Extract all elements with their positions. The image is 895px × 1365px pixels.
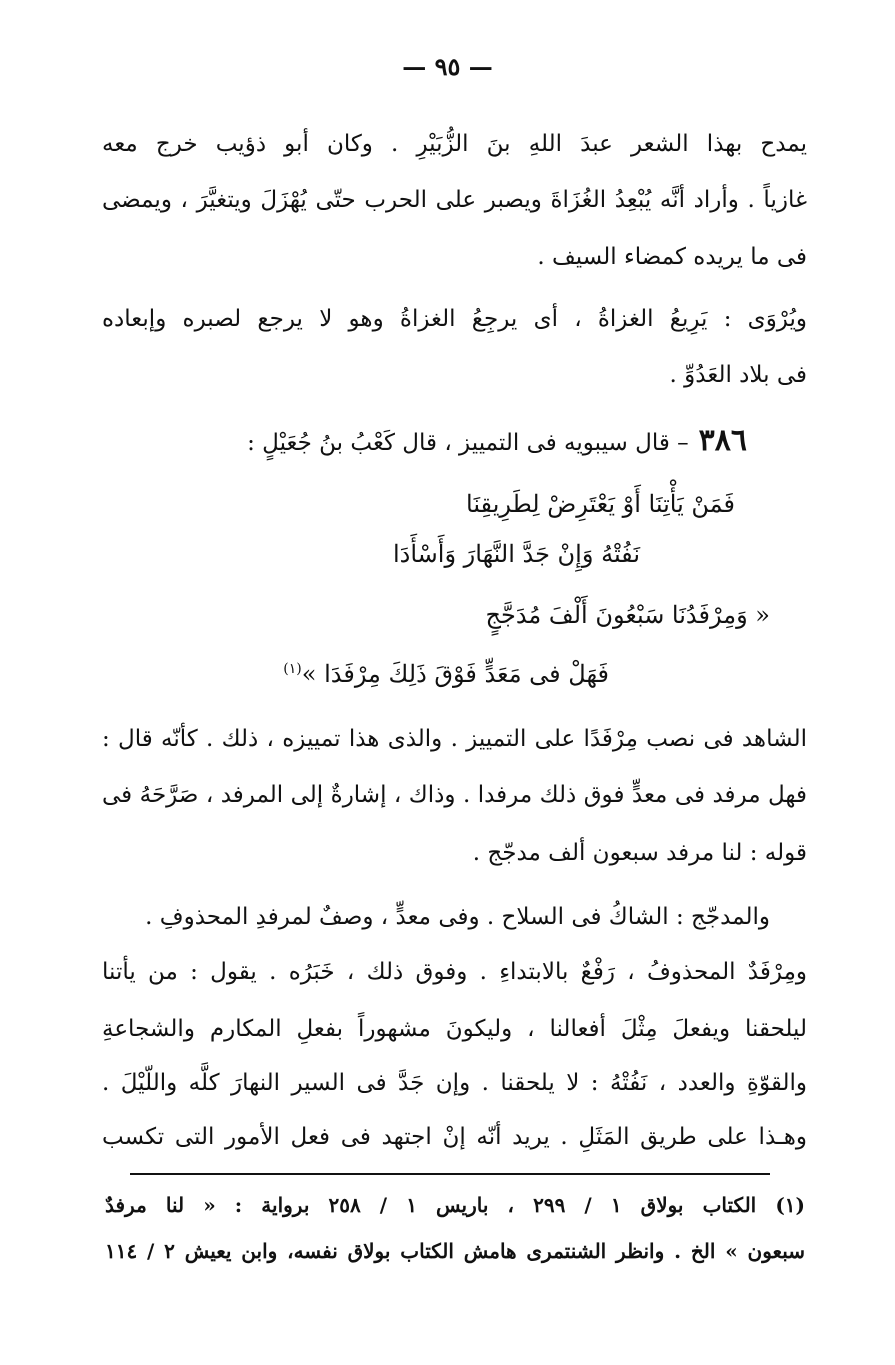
footnote-line1: (١) الكتاب بولاق ١ / ٢٩٩ ، باريس ١ / ٢٥٨ برواية : « لنا مرفدٌ — [105, 1193, 806, 1217]
paragraph3-line1: الشاهد فى نصب مِرْفَدًا على التمييز . والذى هذا تمييزه ، ذلك . كأنّه قال : — [102, 726, 807, 752]
verse-line4-text: فَهَلْ فى مَعَدٍّ فَوْقَ ذَلِكَ مِرْفَدَا » — [301, 660, 609, 688]
footnote-divider — [130, 1173, 770, 1175]
verse-line2: نَفُتْهُ وَإِنْ جَدَّ النَّهَارَ وَأَسْأَدَا — [393, 540, 640, 568]
paragraph1-line2: غازياً . وأراد أنَّه يُبْعِدُ الغُزَاةَ ويصبر على الحرب حتّى يُهْزَلَ ويتغيَّرَ ، ويمضى — [102, 187, 807, 213]
footnote-line2: سبعون » الخ . وانظر الشنتمرى هامش الكتاب بولاق نفسه، وابن يعيش ٢ / ١١٤ — [105, 1239, 805, 1263]
verse-line3: « وَمِرْفَدُنَا سَبْعُونَ أَلْفَ مُدَجَّجٍ — [485, 601, 770, 629]
paragraph4-line1: والمدجّج : الشاكُ فى السلاح . وفى معدٍّ ، وصفٌ لمرفدِ المحذوفِ . — [145, 904, 770, 930]
paragraph1-line1: يمدح بهذا الشعر عبدَ اللهِ بنَ الزُّبَيْرِ . وكان أبو ذؤيب خرج معه — [102, 131, 807, 157]
paragraph2-line1: ويُرْوَى : يَرِيعُ الغزاةُ ، أى يرجِعُ الغزاةُ وهو لا يرجع لصبره وإبعاده — [102, 306, 807, 332]
paragraph2-line2: فى بلاد العَدُوِّ . — [669, 362, 807, 388]
entry-intro: – قال سيبويه فى التمييز ، قال كَعْبُ بنُ جُعَيْلٍ : — [247, 430, 689, 456]
paragraph3-line2: فهل مرفد فى معدٍّ فوق ذلك مرفدا . وذاك ، إشارةٌ إلى المرفد ، صَرَّحَهُ فى — [102, 782, 807, 808]
footnote-reference: (١) — [283, 661, 302, 677]
paragraph4-line4: والقوّةِ والعدد ، نَفُتْهُ : لا يلحقنا . وإن جَدَّ فى السير النهارَ كلَّه واللّيْلَ . — [102, 1070, 807, 1096]
page-number: — ٩٥ — — [402, 52, 493, 81]
paragraph4-line5: وهـذا على طريق المَثَلِ . يريد أنّه إنْ اجتهد فى فعل الأمور التى تكسب — [102, 1124, 807, 1150]
verse-line1: فَمَنْ يَأْتِنَا أَوْ يَعْتَرِضْ لِطَرِيقِنَا — [466, 490, 735, 518]
paragraph4-line2: ومِرْفَدٌ المحذوفُ ، رَفْعٌ بالابتداءِ . وفوق ذلك ، خَبَرُه . يقول : من يأتنا — [102, 959, 807, 985]
entry-number: ٣٨٦ — [698, 423, 747, 458]
paragraph3-line3: قوله : لنا مرفد سبعون ألف مدجّج . — [472, 840, 807, 866]
entry-heading — [247, 424, 747, 460]
verse-line4 — [283, 652, 609, 691]
paragraph1-line3: فى ما يريده كمضاء السيف . — [537, 244, 807, 270]
paragraph4-line3: ليلحقنا ويفعلَ مِثْلَ أفعالنا ، وليكونَ مشهوراً بفعلِ المكارم والشجاعةِ — [102, 1016, 807, 1042]
